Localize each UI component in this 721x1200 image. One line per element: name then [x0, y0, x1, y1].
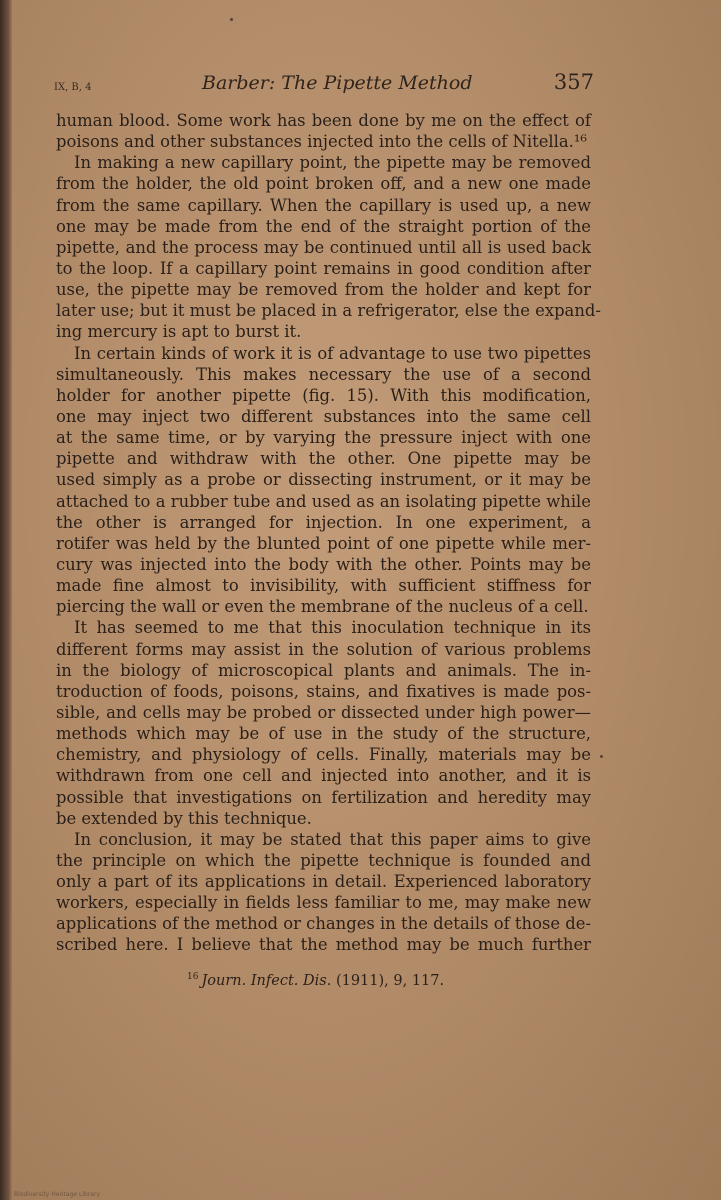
book-binding-edge [0, 0, 12, 1200]
text-line: poisons and other substances injected into the cells of Nitella.¹⁶ [56, 132, 588, 152]
text-line: applications of the method or changes in the details of those de- [56, 914, 591, 934]
text-line: piercing the wall or even the membrane of the nucleus of a cell. [56, 597, 589, 617]
text-line: one may inject two different substances into the same cell [56, 406, 591, 426]
text-line: used simply as a probe or dissecting instrument, or it may be [56, 470, 591, 490]
text-line: simultaneously. This makes necessary the use of a second [56, 364, 591, 384]
text-line: In certain kinds of work it is of advantage to use two pipettes [74, 343, 591, 363]
footnote-citation: (1911), 9, 117. [335, 972, 445, 989]
text-line: use, the pipette may be removed from the holder and kept for [56, 280, 591, 300]
text-line: workers, especially in fields less familiar to me, may make new [56, 893, 591, 913]
footnote-marker: 16 [187, 972, 199, 982]
book-page [12, 0, 721, 1200]
scan-credit: Biodiversity Heritage Library [14, 1191, 100, 1198]
text-line: scribed here. I believe that the method may be much further [56, 935, 591, 955]
text-line: pipette and withdraw with the other. One pipette may be [56, 449, 591, 469]
text-line: troduction of foods, poisons, stains, and fixatives is made pos- [56, 681, 591, 701]
text-line: be extended by this technique. [56, 808, 312, 828]
text-line: rotifer was held by the blunted point of one pipette while mer- [56, 533, 591, 553]
text-line: different forms may assist in the solution of various problems [56, 639, 591, 659]
text-line: ing mercury is apt to burst it. [56, 322, 302, 342]
page-header [54, 72, 594, 98]
text-line: one may be made from the end of the straight portion of the [56, 216, 591, 236]
text-line: possible that investigations on fertilization and heredity may [56, 787, 591, 807]
text-line: to the loop. If a capillary point remains in good condition after [56, 258, 591, 278]
text-line: human blood. Some work has been done by me on the effect of [56, 111, 591, 130]
ink-speck [600, 755, 603, 758]
volume-mark: IX, B, 4 [54, 82, 92, 93]
text-line: holder for another pipette (fig. 15). With this modification, [56, 385, 591, 405]
text-line: In conclusion, it may be stated that this paper aims to give [74, 829, 591, 849]
footnote [187, 972, 444, 989]
text-line: the principle on which the pipette technique is founded and [56, 850, 591, 870]
text-line: in the biology of microscopical plants and animals. The in- [56, 660, 591, 680]
text-line: later use; but it must be placed in a refrigerator, else the expand- [56, 301, 601, 321]
text-line: the other is arranged for injection. In one experiment, a [56, 512, 591, 532]
text-line: withdrawn from one cell and injected into another, and it is [56, 766, 591, 786]
page-number: 357 [553, 70, 594, 94]
body-text [56, 110, 601, 956]
text-line: only a part of its applications in detail. Experienced laboratory [56, 872, 591, 892]
text-line: sible, and cells may be probed or dissected under high power— [56, 702, 591, 722]
text-line: from the same capillary. When the capillary is used up, a new [56, 195, 591, 215]
text-line: at the same time, or by varying the pressure inject with one [56, 428, 591, 448]
text-line: chemistry, and physiology of cells. Finally, materials may be [56, 745, 591, 765]
text-line: pipette, and the process may be continued until all is used back [56, 237, 591, 257]
running-title: Barber: The Pipette Method [202, 72, 473, 94]
ink-speck [230, 18, 233, 21]
text-line: In making a new capillary point, the pipette may be removed [74, 153, 591, 173]
footnote-journal: Journ. Infect. Dis. [201, 972, 332, 989]
text-line: from the holder, the old point broken off, and a new one made [56, 174, 591, 194]
text-line: It has seemed to me that this inoculation technique in its [74, 618, 591, 638]
text-line: methods which may be of use in the study of the structure, [56, 724, 591, 744]
text-line: made fine almost to invisibility, with sufficient stiffness for [56, 576, 591, 596]
text-line: cury was injected into the body with the other. Points may be [56, 554, 591, 574]
text-line: attached to a rubber tube and used as an isolating pipette while [56, 491, 591, 511]
